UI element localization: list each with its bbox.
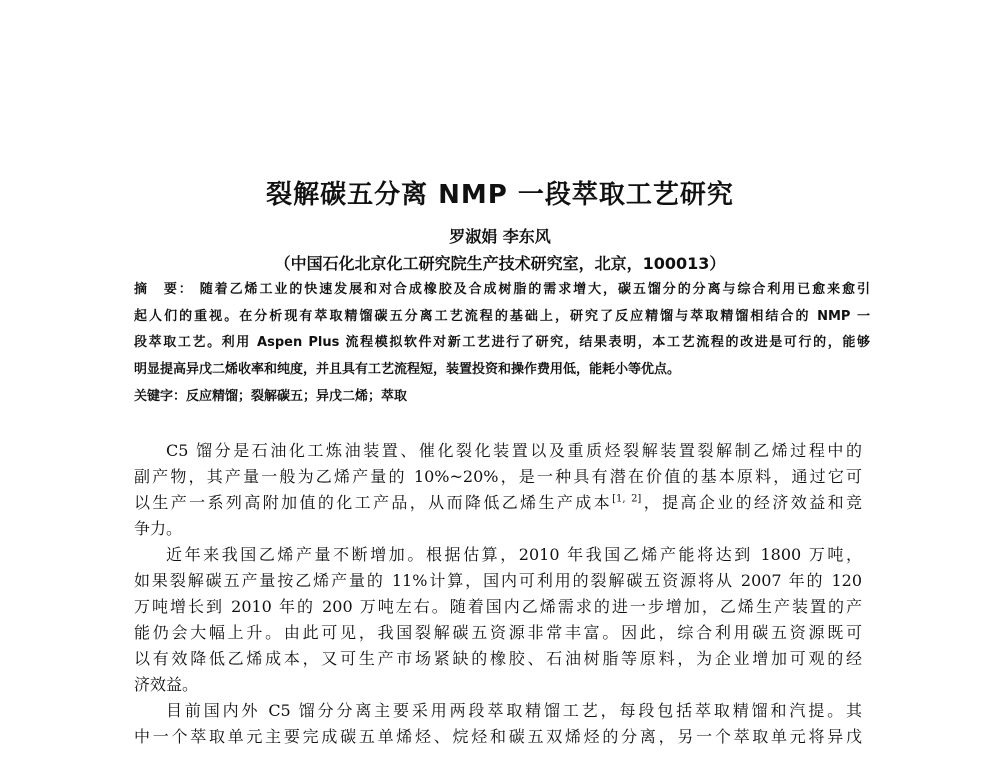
abstract-line-1 <box>134 277 870 304</box>
paragraph-2-line-2: 如果裂解碳五产量按乙烯产量的 11%计算，国内可利用的裂解碳五资源将从 2007 年的 120 <box>134 571 862 590</box>
paragraph-3-line-2: 中一个萃取单元主要完成碳五单烯烃、烷烃和碳五双烯烃的分离，另一个萃取单元将异戊 <box>134 727 862 746</box>
paragraph-2-line-4: 能仍会大幅上升。由此可见，我国裂解碳五资源非常丰富。因此，综合利用碳五资源既可 <box>134 623 862 642</box>
abstract-label: 摘 要： <box>134 282 194 297</box>
abstract-line-4: 明显提高异戊二烯收率和纯度，并且具有工艺流程短，装置投资和操作费用低，能耗小等优点。 <box>134 361 681 377</box>
keywords-block <box>134 385 870 404</box>
paragraph-1-line-3-text-a: 以生产一系列高附加值的化工产品，从而降低乙烯生产成本 <box>134 493 613 512</box>
citation-ref: [1, 2] <box>612 493 642 505</box>
paragraph-1-line-1: C5 馏分是石油化工炼油装置、催化裂化装置以及重质烃裂解装置裂解制乙烯过程中的 <box>166 441 862 460</box>
abstract-line-3: 段萃取工艺。利用 Aspen Plus 流程模拟软件对新工艺进行了研究，结果表明，本工艺流程的改进是可行的，能够 <box>134 335 870 350</box>
abstract-text-1: 随着乙烯工业的快速发展和对合成橡胶及合成树脂的需求增大，碳五馏分的分离与综合利用已愈来愈引 <box>199 282 870 297</box>
paragraph-2-line-1: 近年来我国乙烯产量不断增加。根据估算，2010 年我国乙烯产能将达到 1800 万吨， <box>166 545 862 564</box>
paragraph-2 <box>134 542 862 698</box>
body-text <box>134 438 862 750</box>
paragraph-2-line-5: 以有效降低乙烯成本，又可生产市场紧缺的橡胶、石油树脂等原料，为企业增加可观的经 <box>134 649 862 668</box>
keywords-text: 反应精馏；裂解碳五；异戊二烯；萃取 <box>186 389 408 404</box>
paragraph-1-line-3 <box>134 490 862 516</box>
paragraph-3 <box>134 698 862 750</box>
paper-authors: 罗淑娟 李东风 <box>449 227 551 246</box>
abstract-line-2: 起人们的重视。在分析现有萃取精馏碳五分离工艺流程的基础上，研究了反应精馏与萃取精馏相结合的 NMP 一 <box>134 308 870 324</box>
paragraph-1-line-3-text-b: ，提高企业的经济效益和竞 <box>641 493 862 512</box>
paragraph-1-line-2: 副产物，其产量一般为乙烯产量的 10%~20%，是一种具有潜在价值的基本原料，通过它可 <box>134 467 862 486</box>
paragraph-2-line-3: 万吨增长到 2010 年的 200 万吨左右。随着国内乙烯需求的进一步增加，乙烯生产装置的产 <box>134 597 862 616</box>
paragraph-1 <box>134 438 862 542</box>
paper-title: 裂解碳五分离 NMP 一段萃取工艺研究 <box>266 180 734 210</box>
keywords-label: 关键字： <box>134 389 187 404</box>
paragraph-3-line-1: 目前国内外 C5 馏分分离主要采用两段萃取精馏工艺，每段包括萃取精馏和汽提。其 <box>166 701 862 720</box>
paragraph-1-line-4: 争力。 <box>134 519 183 538</box>
paragraph-2-line-6: 济效益。 <box>134 675 199 694</box>
abstract-block <box>134 277 870 383</box>
paper-affiliation: （中国石化北京化工研究院生产技术研究室，北京，100013） <box>274 254 726 273</box>
